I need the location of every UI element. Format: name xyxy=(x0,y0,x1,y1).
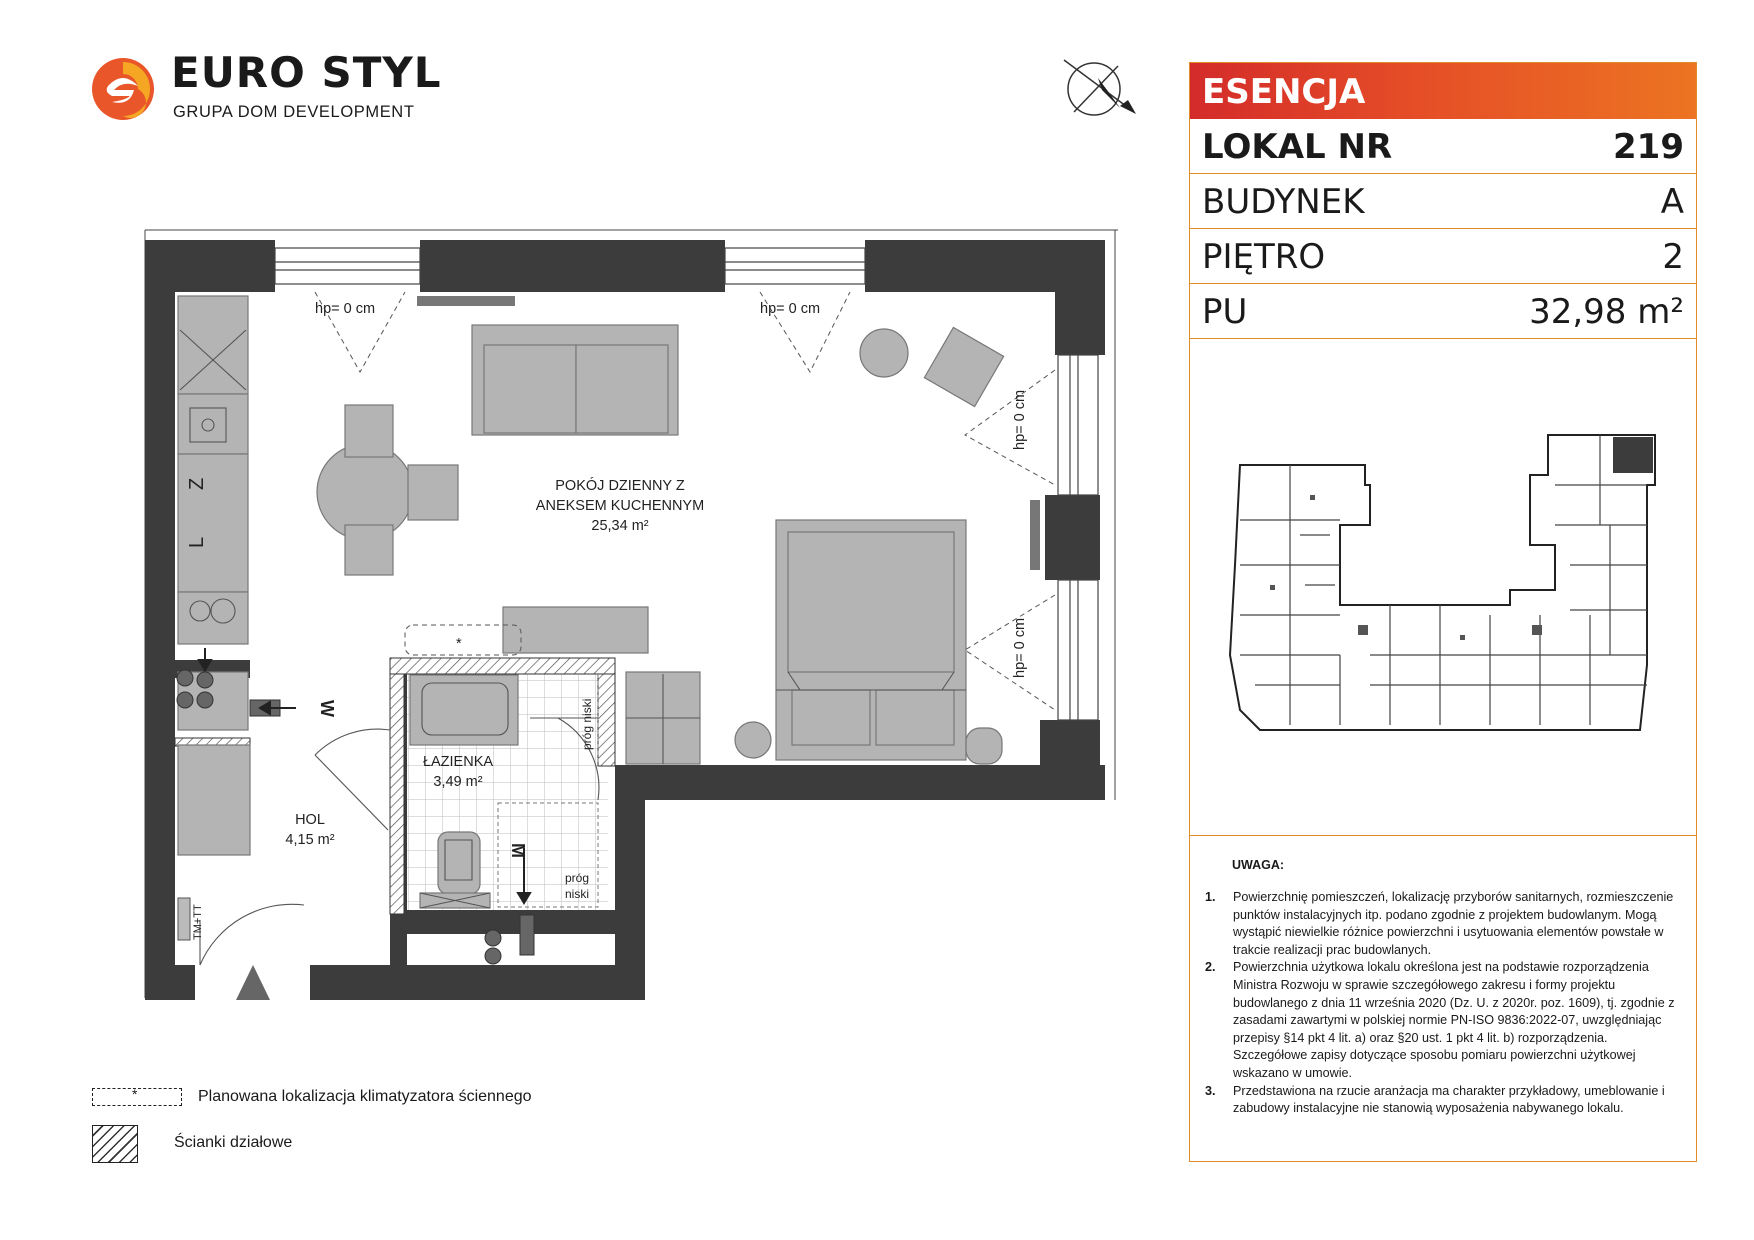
threshold-label: niski xyxy=(565,887,590,901)
info-row-area xyxy=(1190,284,1696,339)
legend-ac-symbol: * xyxy=(92,1088,182,1106)
bathroom-area: 3,49 m² xyxy=(433,774,483,790)
water-w-label: W xyxy=(317,700,337,717)
investment-name: ESENCJA xyxy=(1202,72,1366,112)
meter-box xyxy=(178,898,190,940)
brand-subtitle: GRUPA DOM DEVELOPMENT xyxy=(173,103,415,121)
threshold-label: próg xyxy=(565,871,590,885)
living-room-area: 25,34 m² xyxy=(591,518,649,534)
notes-title: UWAGA: xyxy=(1232,858,1285,872)
note-item: 1. Powierzchnię pomieszczeń, lokalizację przyborów sanitarnych, rozmieszczenie punktów instalacyjnych itp. podano zgodnie z projektem budowlanym. Mogą wystąpić niewielkie różnice powierzchni i usytuowania elementów powstałe w trakcie realizacji prac budowlanych. xyxy=(1205,890,1674,957)
kitchen-label-l: L xyxy=(186,536,208,548)
water-m-label: M xyxy=(508,843,528,858)
legend-ac-label: Planowana lokalizacja klimatyzatora ściennego xyxy=(198,1088,532,1105)
window-height-label: hp= 0 cm xyxy=(1012,389,1028,450)
living-room-name-1: POKÓJ DZIENNY Z xyxy=(555,478,685,494)
info-row-building xyxy=(1190,174,1696,229)
window-height-label: hp= 0 cm xyxy=(1012,617,1028,678)
investment-header xyxy=(1190,63,1696,119)
radiator xyxy=(417,296,515,306)
note-item: 2. Powierzchnia użytkowa lokalu określona jest na podstawie rozporządzenia Ministra Rozwoju w sprawie szczegółowego zakresu i formy projektu budowlanego z dnia 11 września 2020 (Dz. U. z 2020r. poz. 1609), tj. zgodnie z zasadami zawartymi w polskiej normie PN-ISO 9836:2022-07, uwzględniając przepisy §14 pkt 4 lit. a) oraz §20 ust. 1 pkt 4 lit. b) rozporządzenia. Szczegółowe zapisy dotyczące sposobu pomiaru powierzchni użytkowej wskazano w umowie. xyxy=(1205,960,1675,1080)
ac-star: * xyxy=(456,636,462,652)
hall-name: HOL xyxy=(295,812,325,828)
building-value: A xyxy=(1660,182,1684,222)
brand-name: EURO STYL xyxy=(171,48,442,97)
area-label: PU xyxy=(1202,292,1248,332)
unit-value: 219 xyxy=(1613,127,1684,167)
notes-list xyxy=(1205,889,1675,1118)
kitchen-label-z: Z xyxy=(186,477,208,490)
area-value: 32,98 m² xyxy=(1529,292,1684,332)
meter-label: TM+TT xyxy=(192,904,204,940)
living-room-name-2: ANEKSEM KUCHENNYM xyxy=(535,498,705,514)
floor-value: 2 xyxy=(1662,237,1684,277)
radiator xyxy=(1030,500,1040,570)
legend-wall-symbol xyxy=(92,1125,138,1163)
bathroom-name: ŁAZIENKA xyxy=(422,754,494,770)
hall-area: 4,15 m² xyxy=(285,832,335,848)
building-key-plan xyxy=(1210,425,1670,735)
floor-label: PIĘTRO xyxy=(1202,237,1326,277)
window-height-label: hp= 0 cm xyxy=(315,301,376,317)
legend-wall-label: Ścianki działowe xyxy=(174,1134,293,1151)
window-height-label: hp= 0 cm xyxy=(760,301,821,317)
info-row-unit xyxy=(1190,119,1696,174)
info-row-floor xyxy=(1190,229,1696,284)
unit-label: LOKAL NR xyxy=(1202,127,1393,167)
panel-divider xyxy=(1190,835,1696,836)
building-label: BUDYNEK xyxy=(1202,182,1365,222)
entrance-arrow-icon xyxy=(236,965,270,1000)
note-item: 3. Przedstawiona na rzucie aranżacja ma charakter przykładowy, umeblowanie i zabudowy instalacyjne nie stanowią wyposażenia nabywanego lokalu. xyxy=(1205,1083,1665,1116)
threshold-label: próg niski xyxy=(580,698,594,750)
